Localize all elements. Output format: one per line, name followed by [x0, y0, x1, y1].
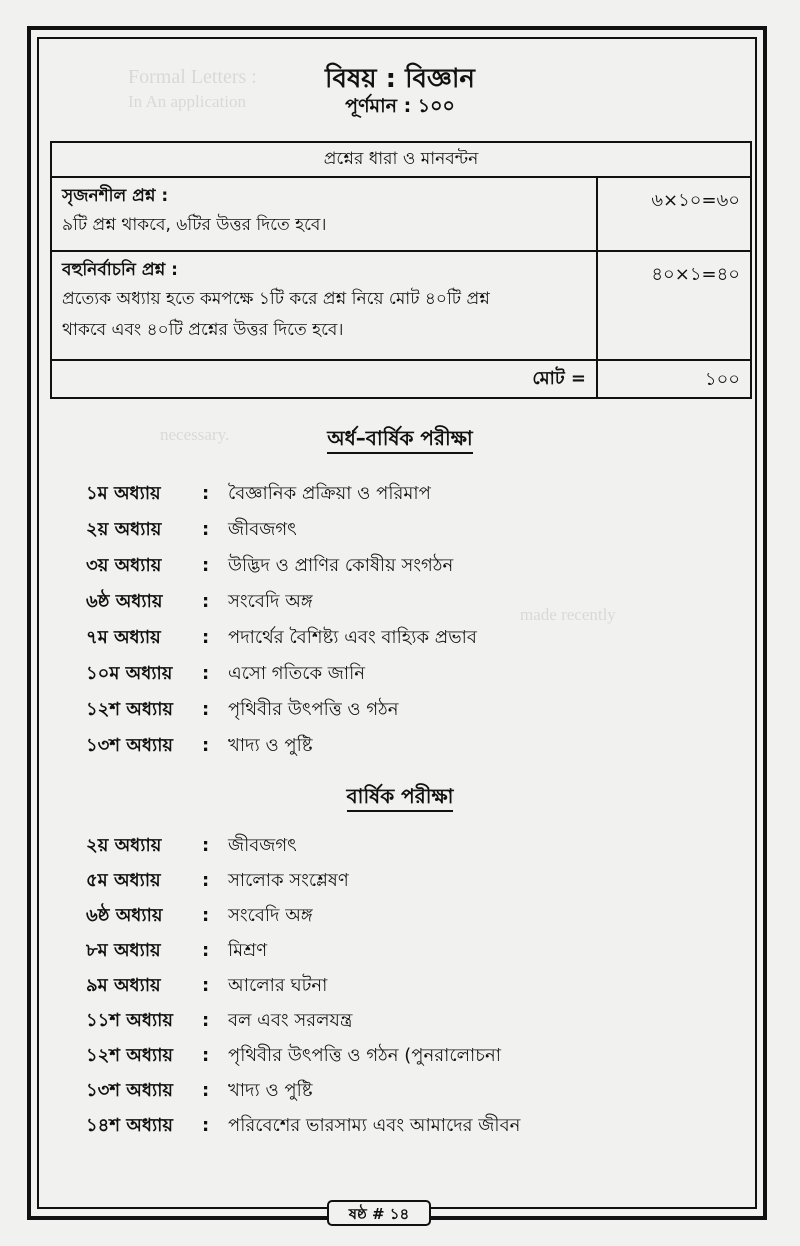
chapter-row: [0, 550, 800, 582]
chapter-separator: :: [202, 663, 210, 684]
show-through-text: necessary.: [160, 425, 230, 444]
show-through-text: made recently: [520, 605, 616, 624]
chapter-number: ১৩শ অধ্যায়: [86, 735, 174, 756]
mcq-marks: ৪০×১=৪০: [651, 264, 740, 285]
chapter-topic: সংবেদি অঙ্গ: [228, 591, 313, 612]
chapter-separator: :: [202, 835, 210, 856]
chapter-topic: বৈজ্ঞানিক প্রক্রিয়া ও পরিমাপ: [228, 483, 431, 504]
chapter-topic: খাদ্য ও পুষ্টি: [228, 735, 313, 756]
table-row-mcq: [52, 252, 750, 361]
chapter-row: [0, 514, 800, 546]
chapter-number: ১৩শ অধ্যায়: [86, 1080, 174, 1101]
chapter-row: [0, 478, 800, 510]
chapter-row: [0, 865, 800, 897]
half-yearly-heading: [0, 424, 800, 457]
chapter-row: [0, 935, 800, 967]
chapter-row: [0, 1005, 800, 1037]
table-heading: প্রশ্নের ধারা ও মানবন্টন: [52, 143, 750, 178]
chapter-row: [0, 658, 800, 690]
chapter-topic: উদ্ভিদ ও প্রাণির কোষীয় সংগঠন: [228, 555, 454, 576]
chapter-number: ৩য় অধ্যায়: [86, 555, 162, 576]
chapter-number: ৮ম অধ্যায়: [86, 940, 161, 961]
page-number-badge: ষষ্ঠ # ১৪: [327, 1200, 431, 1226]
chapter-separator: :: [202, 940, 210, 961]
table-row-creative: [52, 178, 750, 252]
chapter-row: [0, 730, 800, 762]
chapter-row: [0, 900, 800, 932]
chapter-number: ১ম অধ্যায়: [86, 483, 161, 504]
marks-distribution-table: [50, 141, 752, 399]
annual-heading: [0, 782, 800, 815]
chapter-separator: :: [202, 627, 210, 648]
chapter-topic: জীবজগৎ: [228, 835, 297, 856]
chapter-topic: সালোক সংশ্লেষণ: [228, 870, 349, 891]
chapter-number: ২য় অধ্যায়: [86, 519, 162, 540]
chapter-number: ১০ম অধ্যায়: [86, 663, 173, 684]
chapter-separator: :: [202, 1010, 210, 1031]
chapter-topic: বল এবং সরলযন্ত্র: [228, 1010, 353, 1031]
chapter-separator: :: [202, 591, 210, 612]
chapter-row: [0, 1110, 800, 1142]
show-through-text: Formal Letters :: [128, 66, 257, 88]
chapter-separator: :: [202, 870, 210, 891]
chapter-topic: আলোর ঘটনা: [228, 975, 328, 996]
chapter-row: [0, 1040, 800, 1072]
full-marks: পূর্ণমান : ১০০: [345, 95, 455, 117]
half-yearly-title: অর্ধ–বার্ষিক পরীক্ষা: [327, 426, 472, 454]
chapter-row: [0, 694, 800, 726]
chapter-row: [0, 586, 800, 618]
chapter-number: ১২শ অধ্যায়: [86, 1045, 174, 1066]
chapter-separator: :: [202, 483, 210, 504]
chapter-separator: :: [202, 699, 210, 720]
chapter-topic: পদার্থের বৈশিষ্ট্য এবং বাহ্যিক প্রভাব: [228, 627, 477, 648]
chapter-topic: মিশ্রণ: [228, 940, 268, 961]
table-row-total: [52, 361, 750, 397]
chapter-topic: পৃথিবীর উৎপত্তি ও গঠন: [228, 699, 399, 720]
chapter-separator: :: [202, 1115, 210, 1136]
chapter-number: ৫ম অধ্যায়: [86, 870, 161, 891]
total-label: মোট =: [532, 368, 586, 389]
annual-title: বার্ষিক পরীক্ষা: [347, 784, 454, 812]
cell-description: [52, 252, 598, 359]
total-value: ১০০: [704, 369, 740, 390]
chapter-separator: :: [202, 905, 210, 926]
mcq-title: বহুনির্বাচনি প্রশ্ন :: [62, 260, 178, 280]
cell-total-label: [52, 361, 598, 397]
subject-title: বিষয় : বিজ্ঞান: [325, 64, 475, 94]
chapter-separator: :: [202, 555, 210, 576]
chapter-number: ৭ম অধ্যায়: [86, 627, 161, 648]
chapter-number: ৬ষ্ঠ অধ্যায়: [86, 905, 163, 926]
chapter-row: [0, 1075, 800, 1107]
show-through-text: In An application: [128, 92, 247, 111]
creative-title: সৃজনশীল প্রশ্ন :: [62, 186, 169, 206]
chapter-topic: পৃথিবীর উৎপত্তি ও গঠন (পুনরালোচনা: [228, 1045, 501, 1066]
chapter-topic: খাদ্য ও পুষ্টি: [228, 1080, 313, 1101]
chapter-separator: :: [202, 1080, 210, 1101]
creative-text: ৯টি প্রশ্ন থাকবে, ৬টির উত্তর দিতে হবে।: [62, 215, 327, 235]
chapter-number: ১৪শ অধ্যায়: [86, 1115, 173, 1136]
chapter-row: [0, 830, 800, 862]
chapter-separator: :: [202, 735, 210, 756]
chapter-number: ৬ষ্ঠ অধ্যায়: [86, 591, 163, 612]
chapter-number: ১১শ অধ্যায়: [86, 1010, 173, 1031]
mcq-text-line1: প্রত্যেক অধ্যায় হতে কমপক্ষে ১টি করে প্রশ্ন নিয়ে মোট ৪০টি প্রশ্ন: [62, 289, 490, 309]
chapter-topic: পরিবেশের ভারসাম্য এবং আমাদের জীবন: [228, 1115, 521, 1136]
chapter-number: ২য় অধ্যায়: [86, 835, 162, 856]
chapter-number: ৯ম অধ্যায়: [86, 975, 161, 996]
chapter-row: [0, 622, 800, 654]
chapter-separator: :: [202, 519, 210, 540]
chapter-number: ১২শ অধ্যায়: [86, 699, 174, 720]
chapter-row: [0, 970, 800, 1002]
cell-description: [52, 178, 598, 250]
chapter-separator: :: [202, 1045, 210, 1066]
mcq-text-line2: থাকবে এবং ৪০টি প্রশ্নের উত্তর দিতে হবে।: [62, 320, 344, 340]
creative-marks: ৬×১০=৬০: [651, 190, 740, 211]
chapter-topic: সংবেদি অঙ্গ: [228, 905, 313, 926]
chapter-topic: এসো গতিকে জানি: [228, 663, 365, 684]
chapter-topic: জীবজগৎ: [228, 519, 297, 540]
chapter-separator: :: [202, 975, 210, 996]
